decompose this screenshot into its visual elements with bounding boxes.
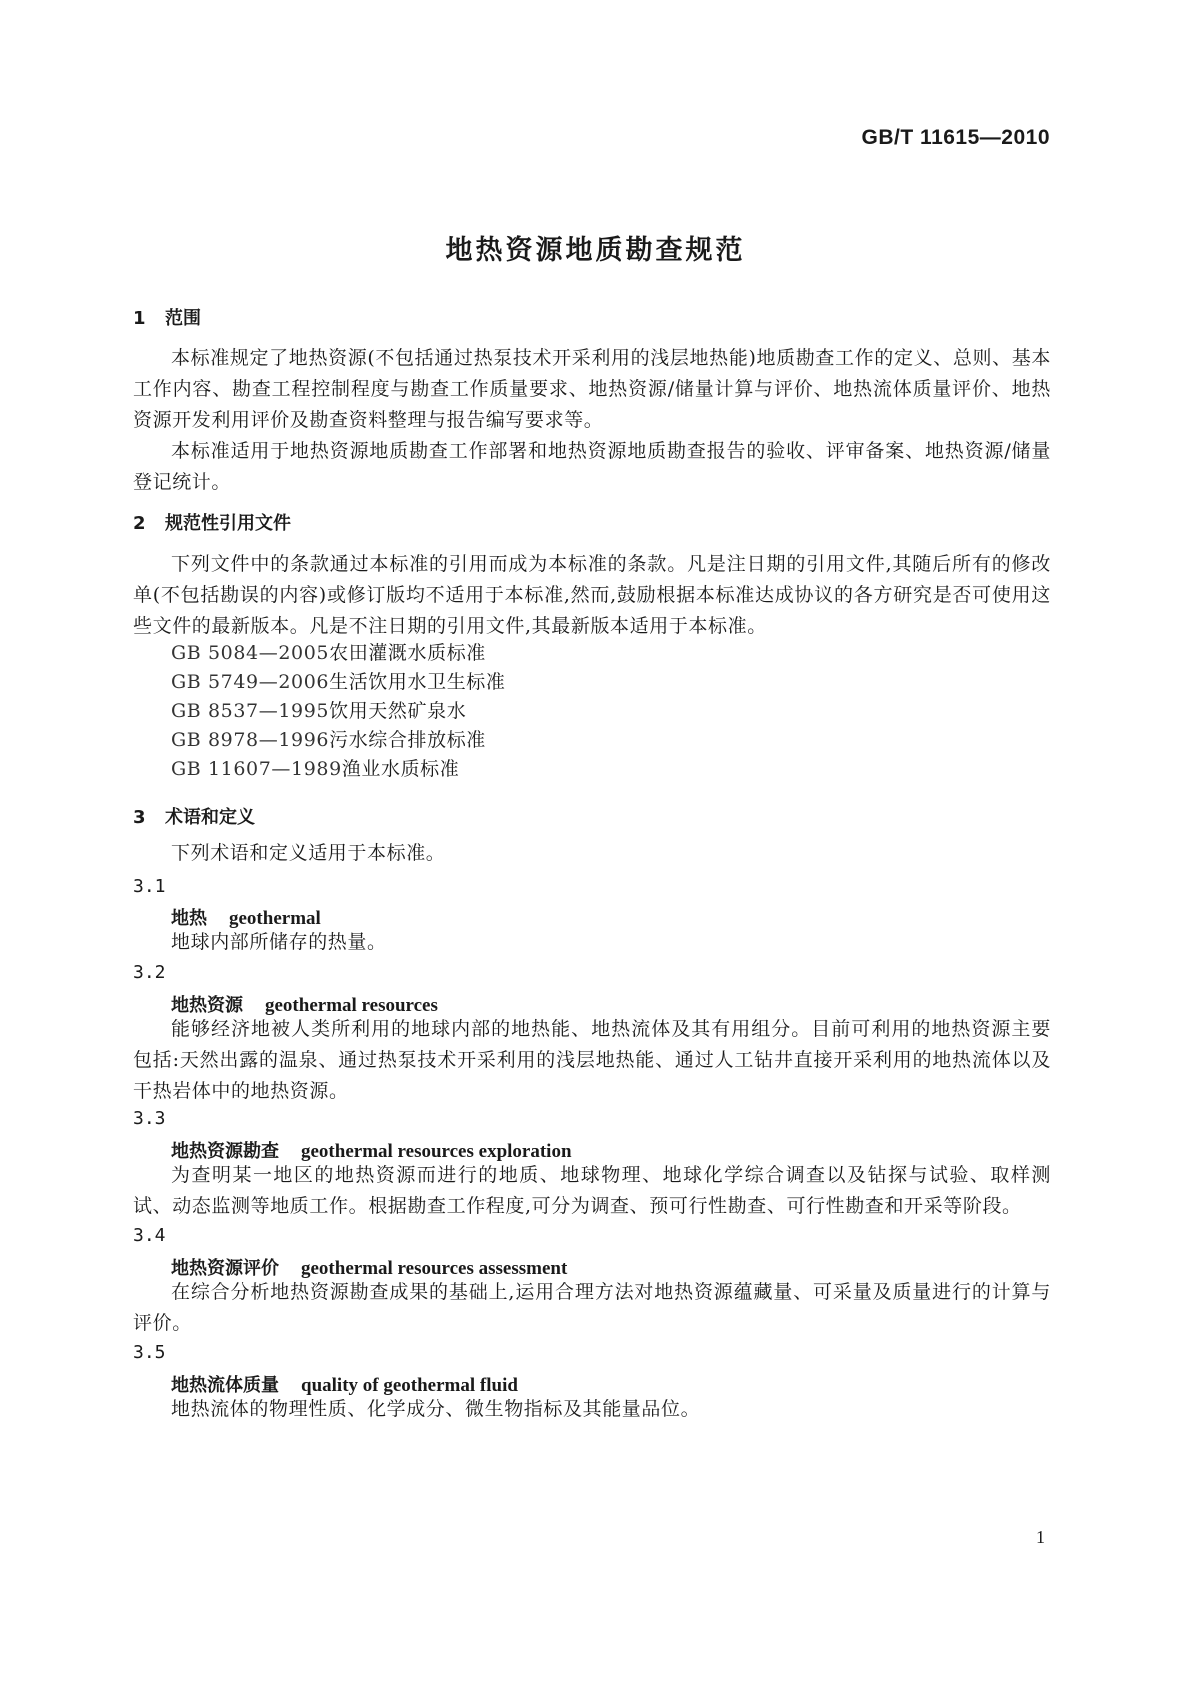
term-english: geothermal resources (265, 995, 438, 1016)
clause-number: 3.5 (133, 1342, 166, 1363)
section-number: 3 (133, 807, 146, 828)
section-heading-scope (133, 304, 201, 330)
term-chinese: 地热流体质量 (171, 1375, 279, 1396)
term-chinese: 地热资源 (171, 995, 243, 1016)
reference-code: GB 5084—2005 (171, 642, 330, 664)
section-title: 规范性引用文件 (165, 513, 291, 534)
term-definition: 地球内部所储存的热量。 (171, 931, 387, 953)
reference-item (171, 696, 466, 723)
section-title: 术语和定义 (165, 807, 255, 828)
scope-paragraph-1: 本标准规定了地热资源(不包括通过热泵技术开采利用的浅层地热能)地质勘查工作的定义、总则、基本工作内容、勘查工程控制程度与勘查工作质量要求、地热资源/储量计算与评价、地热流体质量评价、地热资源开发利用评价及勘查资料整理与报告编写要求等。 (133, 347, 1051, 431)
reference-code: GB 11607—1989 (171, 758, 342, 780)
reference-item (171, 638, 486, 665)
section-title: 范围 (165, 308, 201, 329)
reference-code: GB 8978—1996 (171, 729, 330, 751)
clause-number: 3.1 (133, 876, 166, 897)
reference-code: GB 8537—1995 (171, 700, 330, 722)
standard-code: GB/T 11615—2010 (861, 126, 1050, 149)
clause-number: 3.2 (133, 962, 166, 983)
normative-intro-paragraph: 下列文件中的条款通过本标准的引用而成为本标准的条款。凡是注日期的引用文件,其随后所有的修改单(不包括勘误的内容)或修订版均不适用于本标准,然而,鼓励根据本标准达成协议的各方研究是否可使用这些文件的最新版本。凡是不注日期的引用文件,其最新版本适用于本标准。 (133, 553, 1051, 637)
term-definition: 地热流体的物理性质、化学成分、微生物指标及其能量品位。 (171, 1398, 701, 1420)
document-title: 地热资源地质勘查规范 (445, 235, 746, 266)
page-number: 1 (1036, 1527, 1045, 1547)
reference-title: 污水综合排放标准 (329, 729, 486, 751)
reference-title: 饮用天然矿泉水 (329, 700, 467, 722)
term-chinese: 地热 (171, 908, 207, 929)
terms-intro-paragraph: 下列术语和定义适用于本标准。 (171, 842, 446, 864)
reference-item (171, 725, 486, 752)
section-number: 1 (133, 308, 146, 329)
reference-item (171, 667, 506, 694)
term-definition: 能够经济地被人类所利用的地球内部的地热能、地热流体及其有用组分。目前可利用的地热资源主要包括:天然出露的温泉、通过热泵技术开采利用的浅层地热能、通过人工钻井直接开采利用的地热流体以及干热岩体中的地热资源。 (133, 1018, 1051, 1102)
clause-number: 3.4 (133, 1225, 166, 1246)
reference-title: 渔业水质标准 (341, 758, 460, 780)
scope-paragraph-2: 本标准适用于地热资源地质勘查工作部署和地热资源地质勘查报告的验收、评审备案、地热资源/储量登记统计。 (133, 440, 1051, 493)
reference-title: 生活饮用水卫生标准 (329, 671, 506, 693)
section-heading-normative-references (133, 509, 291, 535)
section-number: 2 (133, 513, 146, 534)
term-english: geothermal (229, 908, 321, 929)
term-chinese: 地热资源评价 (171, 1258, 279, 1279)
term-definition: 为查明某一地区的地热资源而进行的地质、地球物理、地球化学综合调查以及钻探与试验、取样测试、动态监测等地质工作。根据勘查工作程度,可分为调查、预可行性勘查、可行性勘查和开采等阶段。 (133, 1164, 1051, 1217)
term-english: quality of geothermal fluid (301, 1375, 518, 1396)
term-chinese: 地热资源勘查 (171, 1141, 279, 1162)
section-heading-terms (133, 803, 255, 829)
term-definition: 在综合分析地热资源勘查成果的基础上,运用合理方法对地热资源蕴藏量、可采量及质量进行的计算与评价。 (133, 1281, 1051, 1334)
reference-title: 农田灌溉水质标准 (329, 642, 486, 664)
reference-code: GB 5749—2006 (171, 671, 330, 693)
term-english: geothermal resources exploration (301, 1141, 572, 1162)
term-english: geothermal resources assessment (301, 1258, 568, 1279)
clause-number: 3.3 (133, 1108, 166, 1129)
reference-item (171, 754, 459, 781)
